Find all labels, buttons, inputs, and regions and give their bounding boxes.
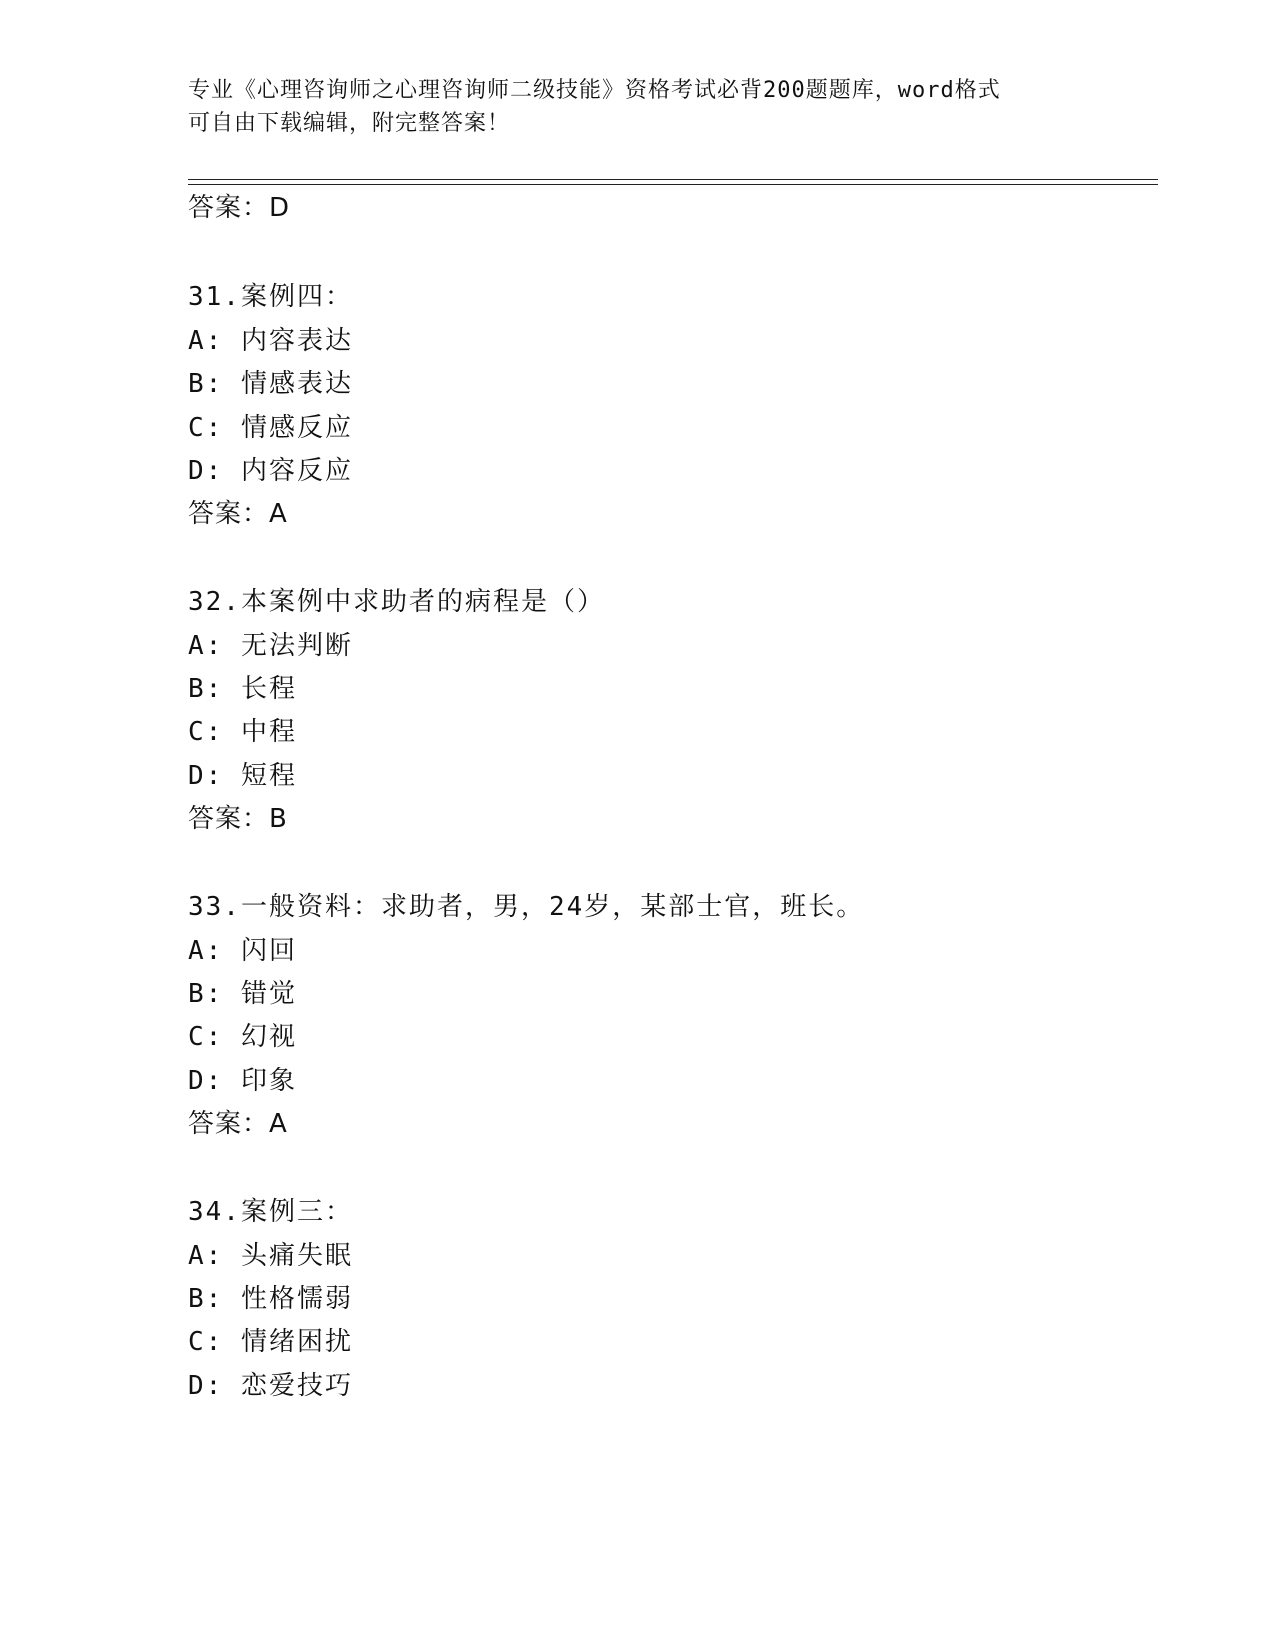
document-header [188, 74, 1068, 140]
option-b: B: 性格懦弱 [188, 1284, 353, 1314]
header-line-1: 专业《心理咨询师之心理咨询师二级技能》资格考试必背200题题库，word格式 [188, 78, 1001, 103]
option-a: A: 头痛失眠 [188, 1241, 353, 1271]
question-text: 34.案例三： [188, 1197, 353, 1227]
option-b: B: 长程 [188, 674, 297, 704]
option-d: D: 恋爱技巧 [188, 1371, 353, 1401]
option-a: A: 内容表达 [188, 326, 353, 356]
option-c: C: 情绪困扰 [188, 1327, 353, 1357]
option-b: B: 错觉 [188, 979, 297, 1009]
answer-line: 答案：A [188, 1109, 288, 1139]
option-c: C: 幻视 [188, 1022, 297, 1052]
option-d: D: 内容反应 [188, 456, 353, 486]
question-text: 32.本案例中求助者的病程是（） [188, 587, 605, 617]
option-a: A: 闪回 [188, 936, 297, 966]
header-divider-bottom [188, 184, 1158, 185]
header-divider-top [188, 179, 1158, 180]
question-text: 31.案例四： [188, 282, 353, 312]
option-d: D: 印象 [188, 1066, 297, 1096]
header-line-2: 可自由下载编辑，附完整答案！ [188, 111, 511, 136]
option-b: B: 情感表达 [188, 369, 353, 399]
option-a: A: 无法判断 [188, 631, 353, 661]
option-c: C: 情感反应 [188, 413, 353, 443]
answer-line: 答案：D [188, 193, 291, 223]
question-text: 33.一般资料：求助者，男，24岁，某部士官，班长。 [188, 892, 865, 922]
answer-line: 答案：B [188, 804, 288, 834]
answer-line: 答案：A [188, 499, 288, 529]
option-d: D: 短程 [188, 761, 297, 791]
option-c: C: 中程 [188, 717, 297, 747]
